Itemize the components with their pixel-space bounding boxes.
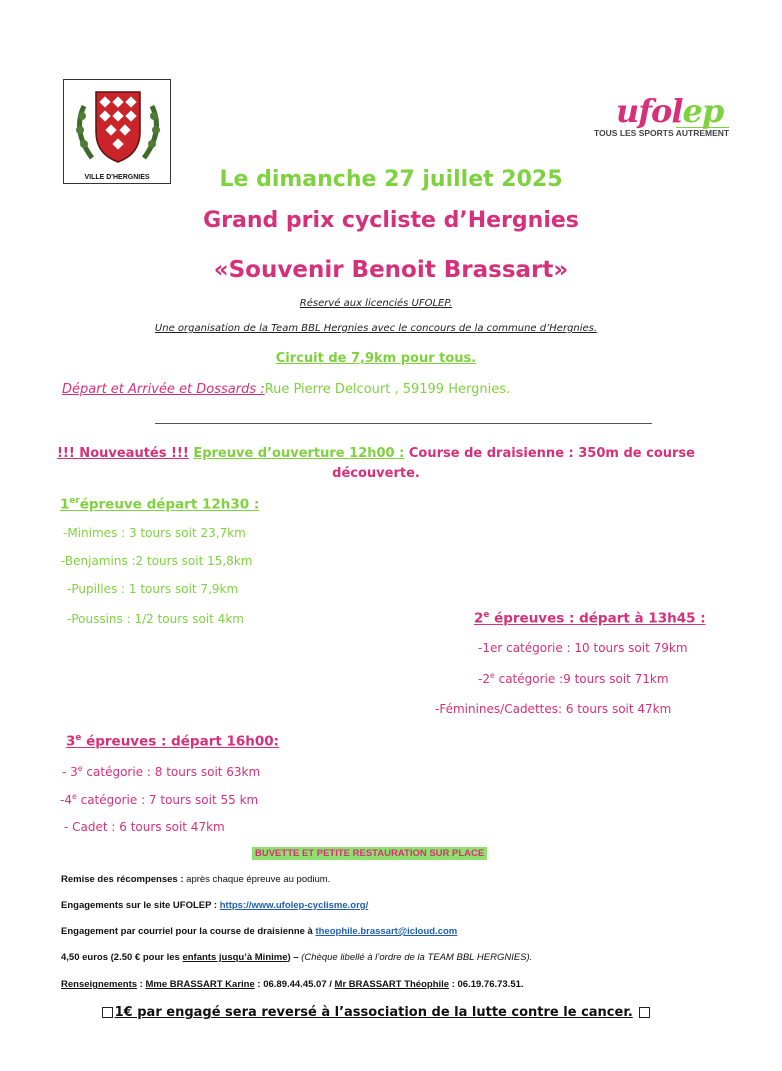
checkbox-icon (639, 1007, 650, 1018)
depart-line (62, 382, 510, 397)
news-block (0, 444, 752, 484)
checkbox-icon (102, 1007, 113, 1018)
race2-title: 2e épreuves : départ à 13h45 : (474, 610, 706, 627)
news-text-line2: découverte. (332, 466, 420, 481)
separator (155, 423, 652, 424)
circuit-info: Circuit de 7,9km pour tous. (275, 351, 477, 366)
buvette-banner: BUVETTE ET PETITE RESTAURATION SUR PLACE (252, 847, 487, 860)
contact-email-link[interactable]: theophile.brassart@icloud.com (315, 926, 458, 937)
organisation-note: Une organisation de la Team BBL Hergnies avec le concours de la commune d’Hergnies. (154, 323, 598, 334)
depart-address: Rue Pierre Delcourt , 59199 Hergnies. (264, 382, 511, 397)
news-opening: Epreuve d’ouverture 12h00 : (193, 446, 405, 461)
price-line: 4,50 euros (2.50 € pour les enfants jusqu’à Minime) – (Chèque libellé à l’ordre de la TEAM BBL HERGNIES). (61, 952, 533, 963)
ufolep-wordmark: ufolep (616, 92, 724, 130)
event-date: Le dimanche 27 juillet 2025 (219, 167, 563, 192)
ufolep-tagline: TOUS LES SPORTS AUTREMENT (594, 128, 730, 138)
depart-label: Départ et Arrivée et Dossards : (62, 382, 265, 397)
charity-line (0, 1005, 752, 1020)
city-caption: VILLE D'HERGNIES (84, 174, 150, 181)
reserved-note: Réservé aux licenciés UFOLEP. (299, 298, 453, 309)
city-crest-icon (70, 86, 166, 168)
race2-item: -1er catégorie : 10 tours soit 79km (478, 641, 688, 655)
race1-item: -Poussins : 1/2 tours soit 4km (67, 612, 244, 626)
race3-title: 3e épreuves : départ 16h00: (66, 733, 280, 750)
news-text-line1: Course de draisienne : 350m de course (408, 446, 695, 461)
mail-line: Engagement par courriel pour la course de draisienne à theophile.brassart@icloud.com (61, 926, 458, 937)
race2-item: -2e catégorie :9 tours soit 71km (478, 671, 669, 686)
race1-title: 1erépreuve départ 12h30 : (60, 496, 260, 513)
race3-item: - 3e catégorie : 8 tours soit 63km (62, 764, 261, 779)
race1-item: -Pupilles : 1 tours soit 7,9km (67, 582, 239, 596)
charity-text: 1€ par engagé sera reversé à l’association de la lutte contre le cancer. (114, 1005, 633, 1020)
race1-item: -Minimes : 3 tours soit 23,7km (63, 526, 246, 540)
race3-item: -4e catégorie : 7 tours soit 55 km (60, 792, 259, 807)
race3-item: - Cadet : 6 tours soit 47km (64, 820, 225, 834)
ufolep-site-link[interactable]: https://www.ufolep-cyclisme.org/ (219, 900, 369, 911)
news-label: !!! Nouveautés !!! (57, 446, 189, 461)
rewards-line: Remise des récompenses : après chaque épreuve au podium. (61, 874, 331, 885)
race1-item: -Benjamins :2 tours soit 15,8km (61, 554, 253, 568)
contact-line: Renseignements : Mme BRASSART Karine : 06.89.44.45.07 / Mr BRASSART Théophile : 06.19.76.73.51. (61, 979, 524, 990)
event-subtitle: «Souvenir Benoit Brassart» (213, 257, 569, 283)
race2-item: -Féminines/Cadettes: 6 tours soit 47km (435, 702, 672, 716)
site-line: Engagements sur le site UFOLEP : https://www.ufolep-cyclisme.org/ (61, 900, 369, 911)
event-title: Grand prix cycliste d’Hergnies (203, 208, 579, 233)
ufolep-logo (592, 92, 772, 142)
